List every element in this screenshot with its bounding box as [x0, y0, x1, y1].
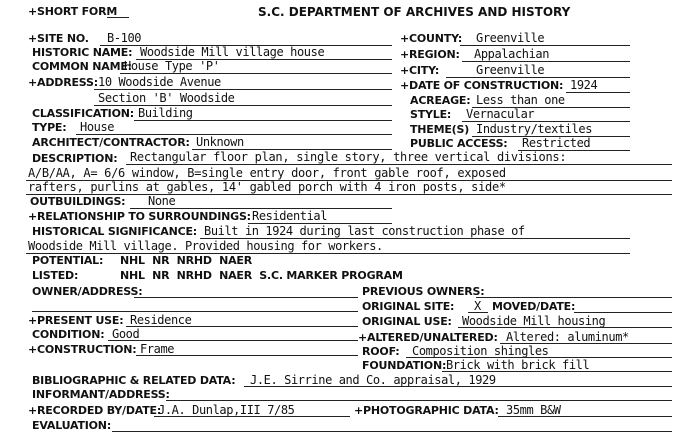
description-underline-1 — [126, 164, 672, 165]
city-label: +CITY: — [400, 64, 440, 77]
significance-line2: Woodside Mill village. Provided housing for workers. — [28, 239, 383, 253]
style-label: STYLE: — [410, 108, 452, 121]
description-line3: rafters, purlins at gables, 14' gabled porch with 4 iron posts, side* — [28, 180, 506, 194]
common-name-value: House Type 'P' — [124, 59, 220, 73]
recorded-label: +RECORDED BY/DATE: — [28, 404, 162, 417]
informant-label: INFORMANT/ADDRESS: — [32, 388, 170, 401]
construction-underline — [136, 355, 358, 356]
architect-value: Unknown — [196, 135, 244, 149]
acreage-label: ACREAGE: — [410, 94, 471, 107]
relationship-label: +RELATIONSHIP TO SURROUNDINGS: — [28, 210, 251, 223]
description-line2: A/B/AA, A= 6/6 window, B=single entry door, front gable roof, exposed — [28, 166, 506, 180]
significance-underline-2 — [26, 253, 630, 254]
evaluation-underline — [112, 431, 672, 432]
listed-label: LISTED: — [32, 269, 79, 282]
address-line2: Section 'B' Woodside — [98, 91, 235, 105]
type-value: House — [80, 120, 115, 134]
region-value: Appalachian — [474, 47, 550, 61]
address-underline-1 — [94, 89, 392, 90]
date-construction-value: 1924 — [570, 78, 598, 92]
recorded-underline — [154, 416, 350, 417]
historic-name-label: HISTORIC NAME: — [32, 46, 133, 59]
address-line1: 10 Woodside Avenue — [98, 75, 221, 89]
present-use-underline — [126, 326, 358, 327]
public-access-value: Restricted — [522, 136, 591, 150]
city-value: Greenville — [476, 63, 545, 77]
type-label: TYPE: — [32, 121, 67, 134]
classification-underline — [134, 120, 392, 121]
previous-owners-underline — [476, 297, 672, 298]
owner-address-label: OWNER/ADDRESS: — [32, 285, 143, 298]
informant-underline — [166, 400, 672, 401]
owner-address-underline-1 — [134, 297, 358, 298]
region-label: +REGION: — [400, 48, 460, 61]
original-use-label: ORIGINAL USE: — [362, 315, 452, 328]
date-construction-underline — [566, 92, 630, 93]
outbuildings-value: None — [148, 194, 176, 208]
county-label: +COUNTY: — [400, 32, 463, 45]
photographic-label: +PHOTOGRAPHIC DATA: — [354, 404, 499, 417]
moved-date-underline — [574, 312, 672, 313]
listed-options: NHL NR NRHD NAER S.C. MARKER PROGRAM — [120, 269, 403, 282]
original-site-value: X — [474, 299, 481, 313]
description-label: DESCRIPTION: — [32, 152, 118, 165]
condition-underline — [108, 340, 358, 341]
common-name-underline — [120, 73, 392, 74]
architect-label: ARCHITECT/CONTRACTOR: — [32, 136, 190, 149]
condition-label: CONDITION: — [32, 328, 105, 341]
significance-label: HISTORICAL SIGNIFICANCE: — [32, 225, 197, 238]
public-access-label: PUBLIC ACCESS: — [410, 137, 508, 150]
original-site-label: ORIGINAL SITE: — [362, 300, 455, 313]
address-label: +ADDRESS: — [28, 76, 98, 89]
county-underline — [460, 45, 630, 46]
roof-label: ROOF: — [362, 345, 400, 358]
original-use-value: Woodside Mill housing — [462, 314, 606, 328]
condition-value: Good — [112, 327, 140, 341]
original-site-underline — [468, 312, 488, 313]
recorded-value: J.A. Dunlap,III 7/85 — [158, 403, 295, 417]
foundation-label: FOUNDATION: — [362, 359, 447, 372]
classification-value: Building — [138, 106, 193, 120]
bibliographic-label: BIBLIOGRAPHIC & RELATED DATA: — [32, 374, 236, 387]
description-line1: Rectangular floor plan, single story, three vertical divisions: — [130, 150, 567, 164]
acreage-value: Less than one — [476, 93, 565, 107]
significance-line1: Built in 1924 during last construction phase of — [204, 224, 525, 238]
bibliographic-underline — [244, 386, 672, 387]
department-title: S.C. DEPARTMENT OF ARCHIVES AND HISTORY — [258, 5, 571, 19]
foundation-underline — [442, 371, 672, 372]
classification-label: CLASSIFICATION: — [32, 107, 134, 120]
original-use-underline — [458, 327, 672, 328]
historic-name-value: Woodside Mill village house — [140, 45, 325, 59]
altered-label: +ALTERED/UNALTERED: — [358, 331, 498, 344]
previous-owners-label: PREVIOUS OWNERS: — [362, 285, 485, 298]
county-value: Greenville — [476, 31, 545, 45]
roof-value: Composition shingles — [412, 344, 549, 358]
present-use-label: +PRESENT USE: — [28, 314, 124, 327]
outbuildings-label: OUTBUILDINGS: — [30, 195, 126, 208]
short-form-blank — [107, 17, 129, 18]
potential-label: POTENTIAL: — [32, 254, 104, 267]
photographic-value: 35mm B&W — [506, 403, 561, 417]
theme-value: Industry/textiles — [476, 122, 593, 136]
construction-label: +CONSTRUCTION: — [28, 343, 137, 356]
short-form-label: +SHORT FORM — [28, 5, 118, 18]
site-no-label: +SITE NO. — [28, 32, 89, 45]
construction-value: Frame — [140, 342, 175, 356]
relationship-value: Residential — [252, 209, 328, 223]
moved-date-label: MOVED/DATE: — [492, 300, 576, 313]
present-use-value: Residence — [130, 313, 192, 327]
bibliographic-value: J.E. Sirrine and Co. appraisal, 1929 — [250, 373, 496, 387]
site-no-value: B-100 — [107, 31, 142, 45]
altered-value: Altered: aluminum* — [506, 330, 629, 344]
owner-address-underline-2 — [32, 311, 358, 312]
common-name-label: COMMON NAME: — [32, 60, 132, 73]
evaluation-label: EVALUATION: — [32, 419, 112, 432]
potential-options: NHL NR NRHD NAER — [120, 254, 252, 267]
foundation-value: Brick with brick fill — [446, 358, 590, 372]
theme-label: THEME(S) — [410, 123, 470, 136]
photographic-underline — [498, 416, 672, 417]
style-value: Vernacular — [466, 107, 535, 121]
date-construction-label: +DATE OF CONSTRUCTION: — [400, 79, 564, 92]
city-underline — [446, 77, 630, 78]
region-underline — [462, 61, 630, 62]
